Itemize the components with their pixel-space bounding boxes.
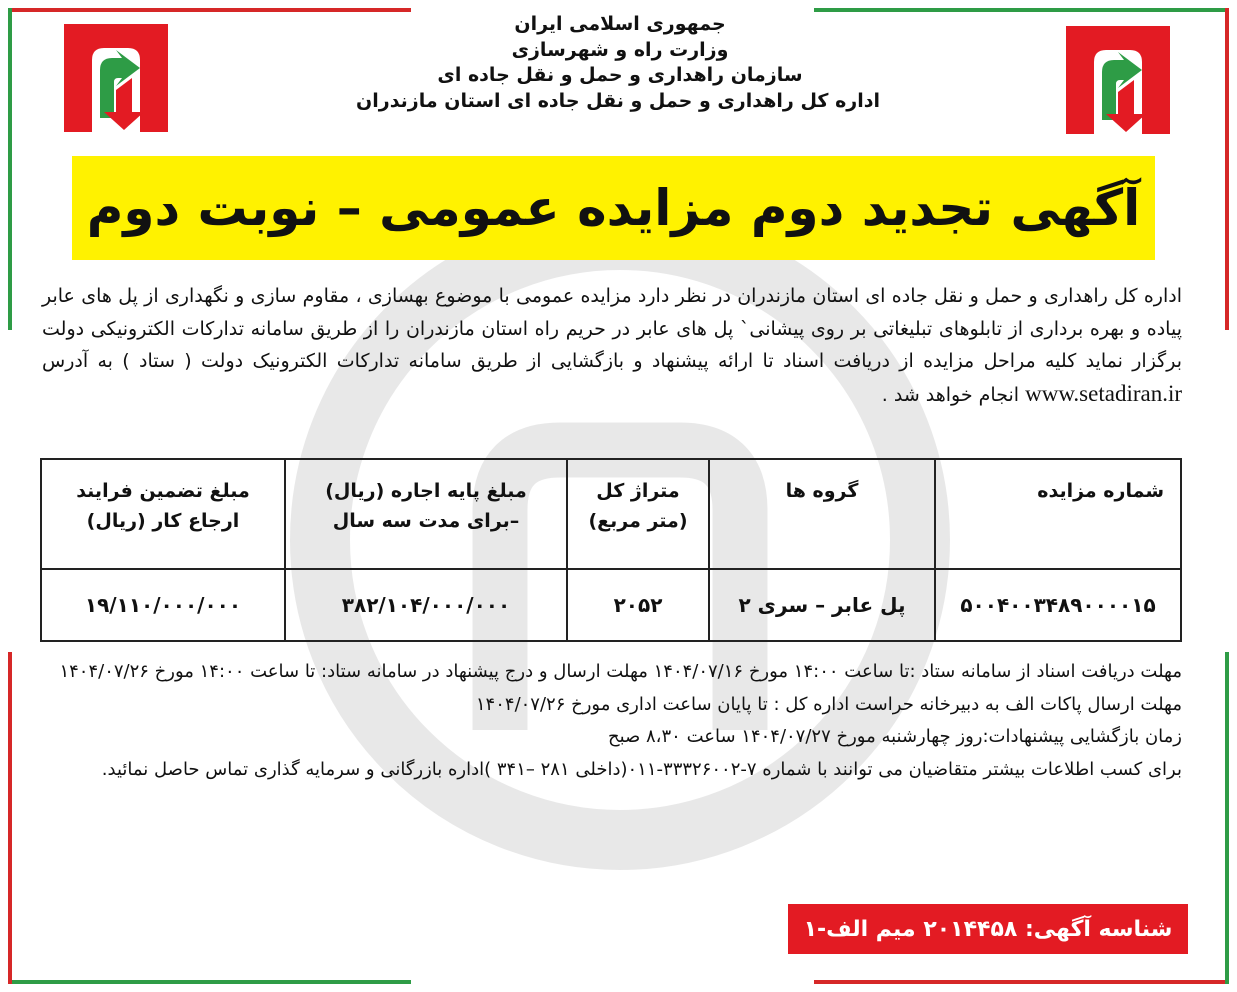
header-auction-number: شماره مزایده	[935, 459, 1181, 569]
title-banner	[72, 156, 1155, 260]
border-right	[1225, 8, 1229, 984]
auction-table	[40, 458, 1182, 642]
ad-id-badge	[788, 904, 1188, 954]
setad-link[interactable]: www.setadiran.ir	[1025, 380, 1182, 406]
header-guarantee-line1: مبلغ تضمین فرایند	[76, 480, 250, 502]
header	[356, 12, 880, 114]
header-line-2: وزارت راه و شهرسازی	[511, 38, 729, 61]
header-groups: گروه ها	[709, 459, 935, 569]
header-area	[567, 459, 709, 569]
cell-groups: پل عابر – سری ۲	[709, 569, 935, 641]
header-line-4: اداره کل راهداری و حمل و نقل جاده ای استان مازندران	[356, 89, 880, 112]
header-line-3: سازمان راهداری و حمل و نقل جاده ای	[437, 64, 803, 86]
header-base-rent-line2: –برای مدت سه سال	[332, 510, 520, 532]
header-guarantee	[41, 459, 285, 569]
cell-base-rent: ۳۸۲/۱۰۴/۰۰۰/۰۰۰	[285, 569, 567, 641]
deadline-envelope: مهلت ارسال پاکات الف به دبیرخانه حراست اداره کل : تا پایان ساعت اداری مورخ ۱۴۰۴/۰۷/۲۶	[475, 693, 1182, 715]
table-header-row	[41, 459, 1181, 569]
contact-info: برای کسب اطلاعات بیشتر متقاضیان می توانند با شماره ۷-۳۳۳۲۶۰۰۲-۰۱۱(داخلی ۲۸۱ –۳۴۱ )اداره بازرگانی و سرمایه گذاری تماس حاصل نمائید.	[101, 758, 1182, 780]
rmto-logo-icon	[56, 20, 176, 138]
header-area-line1: متراژ کل	[596, 480, 680, 502]
cell-area: ۲۰۵۲	[567, 569, 709, 641]
rmto-logo-icon	[1058, 22, 1178, 140]
header-base-rent	[285, 459, 567, 569]
page-title: آگهی تجدید دوم مزایده عمومی – نوبت دوم	[86, 179, 1141, 237]
cell-guarantee: ۱۹/۱۱۰/۰۰۰/۰۰۰	[41, 569, 285, 641]
intro-paragraph	[42, 280, 1182, 411]
header-line-1: جمهوری اسلامی ایران	[514, 13, 726, 35]
details-block	[48, 656, 1182, 786]
deadline-documents: مهلت دریافت اسناد از سامانه ستاد :تا ساعت ۱۴:۰۰ مورخ ۱۴۰۴/۰۷/۱۶ مهلت ارسال و درج پیشنهاد در سامانه ستاد: تا ساعت ۱۴:۰۰ مورخ ۱۴۰۴/۰۷/۲۶	[59, 661, 1182, 682]
border-left	[8, 8, 12, 984]
header-base-rent-line1: مبلغ پایه اجاره (ریال)	[325, 480, 527, 502]
header-guarantee-line2: ارجاع کار (ریال)	[86, 510, 240, 532]
ad-id-text: شناسه آگهی: ۲۰۱۴۴۵۸ میم الف-۱	[803, 916, 1173, 942]
intro-end: انجام خواهد شد .	[881, 383, 1020, 406]
cell-auction-number: ۵۰۰۴۰۰۳۴۸۹۰۰۰۰۱۵	[935, 569, 1181, 641]
border-bottom	[8, 980, 1229, 984]
header-area-line2: (متر مربع)	[588, 510, 688, 532]
opening-time: زمان بازگشایی پیشنهادات:روز چهارشنبه مورخ ۱۴۰۴/۰۷/۲۷ ساعت ۸،۳۰ صبح	[607, 726, 1182, 747]
table-row	[41, 569, 1181, 641]
intro-text: اداره کل راهداری و حمل و نقل جاده ای استان مازندران در نظر دارد مزایده عمومی با موضوع بهسازی ، مقاوم سازی و نگهداری از پل های عابر پیاده و بهره برداری از تابلوهای تبلیغاتی بر روی پیشانی` پل های عابر در حریم راه استان مازندران را از طریق سامانه تدارکات الکترونیکی دولت برگزار نماید کلیه مراحل مزایده از دریافت اسناد تا ارائه پیشنهاد و بازگشایی از طریق سامانه تدارکات الکترونیک دولت ( ستاد ) به آدرس	[42, 285, 1182, 372]
